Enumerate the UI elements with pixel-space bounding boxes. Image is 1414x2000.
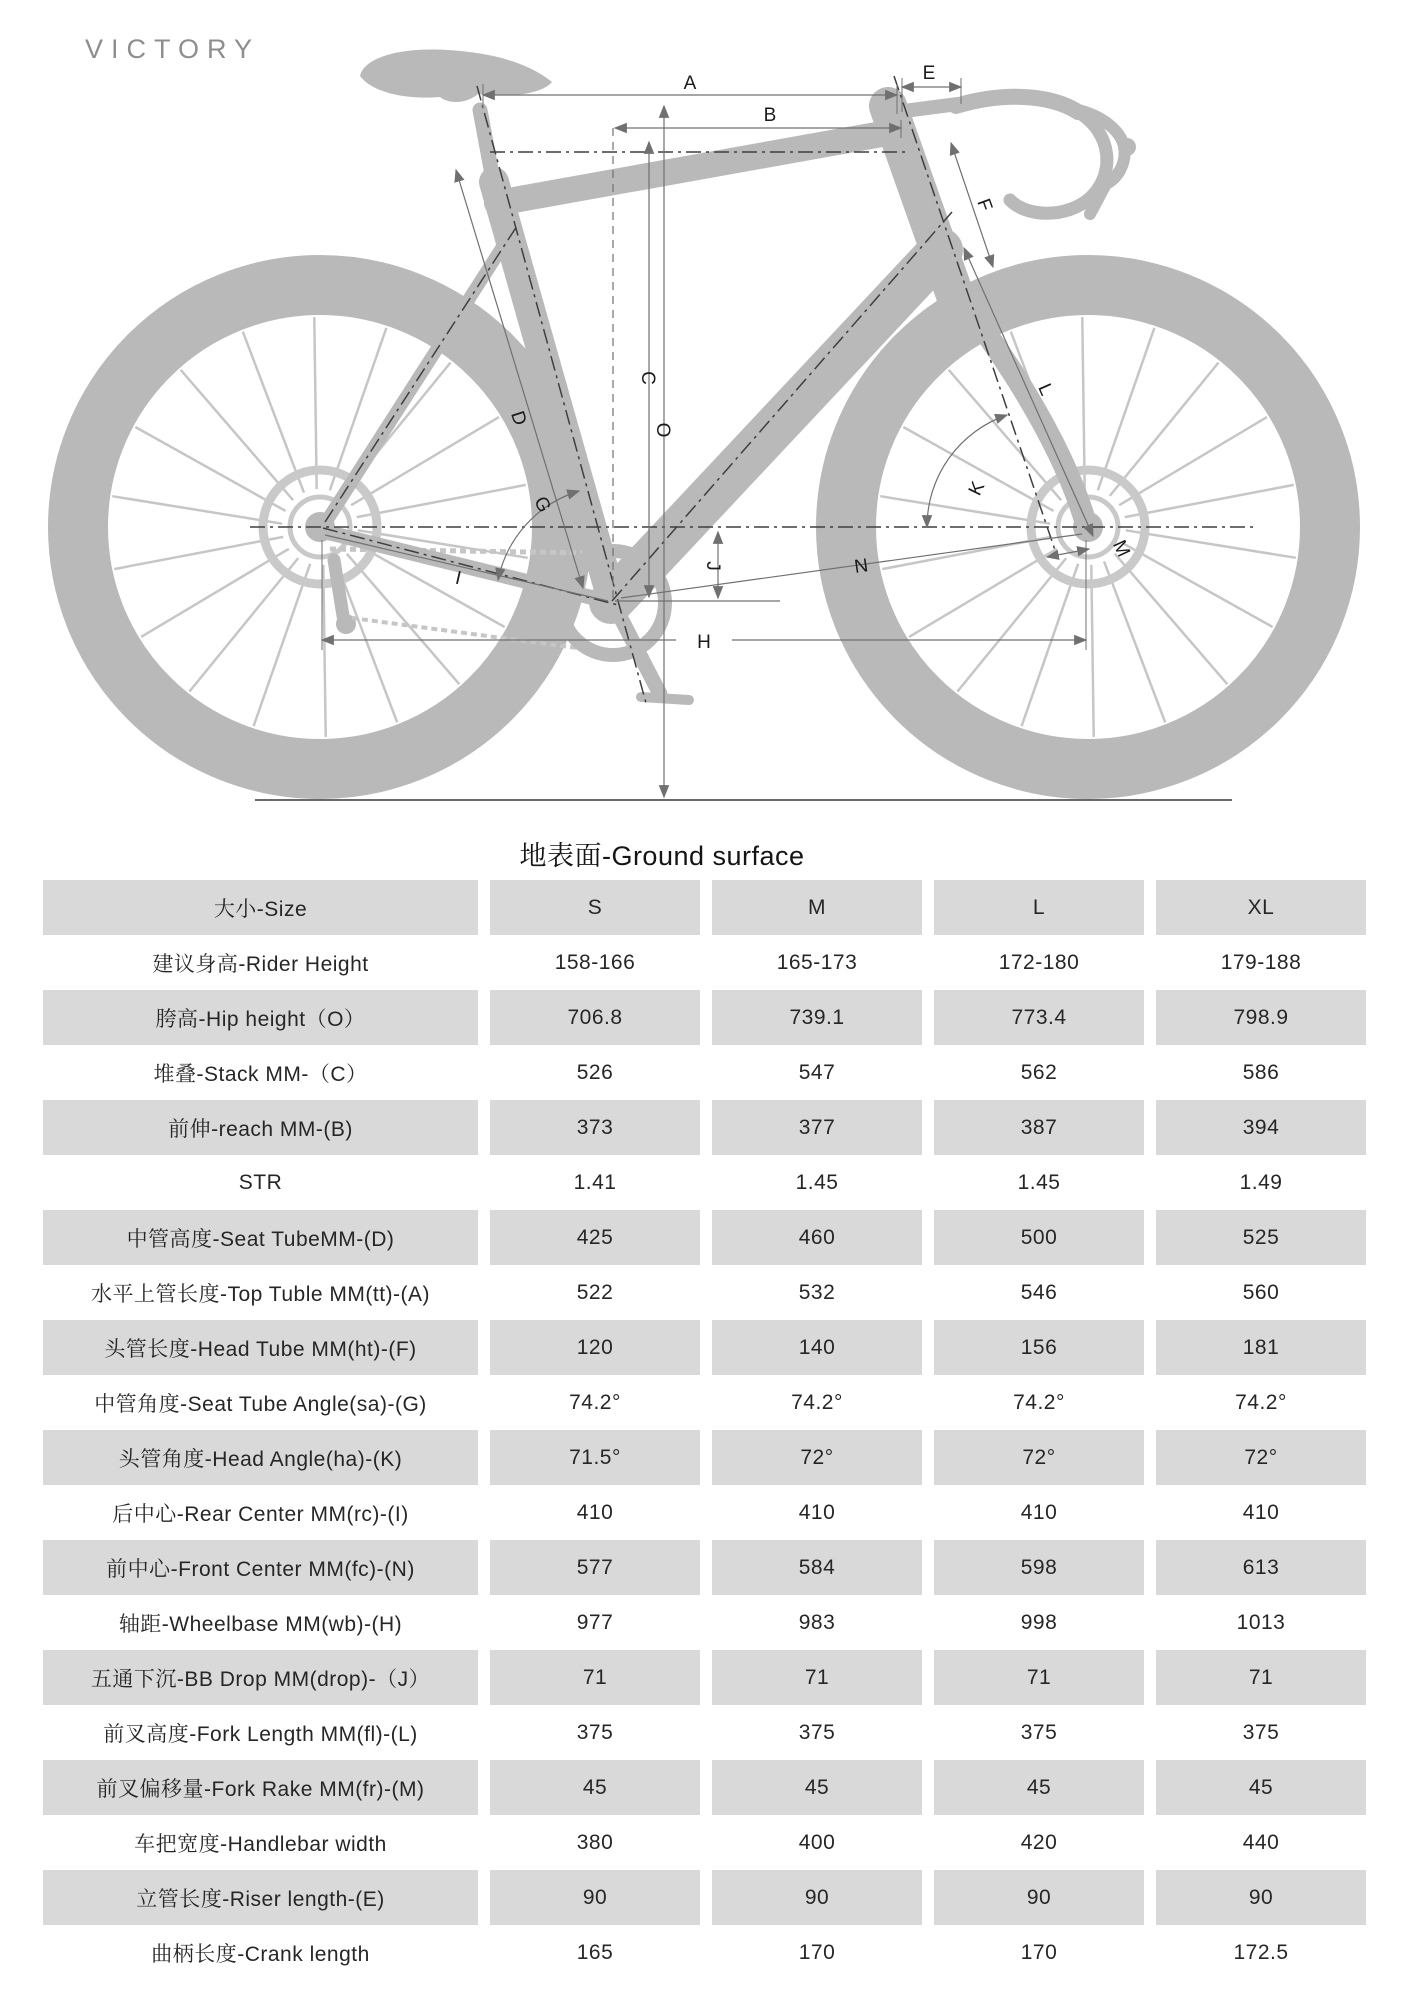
table-row <box>43 1430 1365 1485</box>
table-row <box>43 1375 1365 1430</box>
row-value: 586 <box>1242 1060 1280 1084</box>
row-value: 798.9 <box>1156 990 1366 1045</box>
table-row <box>43 1705 1365 1760</box>
row-label: 头管角度-Head Angle(ha)-(K) <box>43 1430 478 1485</box>
dimension-lines <box>322 78 1093 797</box>
label-N: N <box>852 555 870 578</box>
row-value: L <box>934 880 1144 935</box>
handlebar <box>956 97 1136 214</box>
row-label: STR <box>238 1170 283 1194</box>
label-D: D <box>506 408 531 429</box>
row-value: 74.2° <box>569 1390 621 1414</box>
row-value: 410 <box>1020 1500 1058 1524</box>
row-label: 堆叠-Stack MM-（C） <box>153 1062 368 1086</box>
row-value: 1.49 <box>1239 1170 1283 1194</box>
table-row <box>43 1210 1365 1265</box>
row-value: 375 <box>576 1720 614 1744</box>
row-value: 172.5 <box>1233 1940 1289 1964</box>
row-value: 410 <box>798 1500 836 1524</box>
row-label: 立管长度-Riser length-(E) <box>43 1870 478 1925</box>
row-value: 410 <box>1242 1500 1280 1524</box>
row-value: 165-173 <box>776 950 858 974</box>
row-value: 74.2° <box>1235 1390 1287 1414</box>
row-value: 90 <box>490 1870 700 1925</box>
row-value: 179-188 <box>1220 950 1302 974</box>
row-value: 425 <box>490 1210 700 1265</box>
row-value: M <box>712 880 922 935</box>
row-label: 中管角度-Seat Tube Angle(sa)-(G) <box>94 1392 427 1416</box>
table-row <box>43 1265 1365 1320</box>
row-value: 739.1 <box>712 990 922 1045</box>
row-value: 45 <box>934 1760 1144 1815</box>
table-row <box>43 1650 1365 1705</box>
row-value: 170 <box>1020 1940 1058 1964</box>
row-value: 1013 <box>1236 1610 1286 1634</box>
row-value: 998 <box>1020 1610 1058 1634</box>
row-value: 613 <box>1156 1540 1366 1595</box>
row-value: 977 <box>576 1610 614 1634</box>
saddle <box>360 50 552 103</box>
table-row <box>43 1320 1365 1375</box>
row-value: 158-166 <box>554 950 636 974</box>
row-value: 532 <box>798 1280 836 1304</box>
row-value: 172-180 <box>998 950 1080 974</box>
table-row <box>43 935 1365 990</box>
row-value: 1.45 <box>795 1170 839 1194</box>
table-row <box>43 1100 1365 1155</box>
row-value: 598 <box>934 1540 1144 1595</box>
row-label: 前叉高度-Fork Length MM(fl)-(L) <box>103 1722 418 1746</box>
rear-derailleur <box>334 560 344 622</box>
row-value: 45 <box>1156 1760 1366 1815</box>
row-value: 410 <box>576 1500 614 1524</box>
brand-title: VICTORY <box>85 34 261 64</box>
row-value: 420 <box>1020 1830 1058 1854</box>
row-value: 90 <box>934 1870 1144 1925</box>
row-value: 90 <box>712 1870 922 1925</box>
row-value: S <box>490 880 700 935</box>
row-value: 394 <box>1156 1100 1366 1155</box>
row-value: 584 <box>712 1540 922 1595</box>
label-C: C <box>637 371 658 385</box>
row-label: 前中心-Front Center MM(fc)-(N) <box>43 1540 478 1595</box>
bike-geometry-diagram <box>0 0 1414 870</box>
row-value: 165 <box>576 1940 614 1964</box>
row-value: 156 <box>934 1320 1144 1375</box>
row-value: 377 <box>712 1100 922 1155</box>
table-row <box>43 990 1365 1045</box>
row-value: 525 <box>1156 1210 1366 1265</box>
row-label: 五通下沉-BB Drop MM(drop)-（J） <box>43 1650 478 1705</box>
row-value: XL <box>1156 880 1366 935</box>
row-label: 胯高-Hip height（O） <box>43 990 478 1045</box>
row-value: 375 <box>1020 1720 1058 1744</box>
row-value: 72° <box>712 1430 922 1485</box>
row-value: 71 <box>934 1650 1144 1705</box>
row-value: 526 <box>576 1060 614 1084</box>
table-row <box>43 1485 1365 1540</box>
row-label: 建议身高-Rider Height <box>152 952 369 976</box>
table-row <box>43 1155 1365 1210</box>
row-label: 曲柄长度-Crank length <box>151 1942 370 1966</box>
row-label: 前叉偏移量-Fork Rake MM(fr)-(M) <box>43 1760 478 1815</box>
label-A: A <box>683 73 697 94</box>
row-value: 74.2° <box>791 1390 843 1414</box>
label-E: E <box>922 63 936 84</box>
row-value: 546 <box>1020 1280 1058 1304</box>
row-label: 水平上管长度-Top Tuble MM(tt)-(A) <box>90 1282 431 1306</box>
row-label: 大小-Size <box>43 880 478 935</box>
row-label: 头管长度-Head Tube MM(ht)-(F) <box>43 1320 478 1375</box>
table-row <box>43 1045 1365 1100</box>
row-value: 140 <box>712 1320 922 1375</box>
label-O: O <box>652 422 673 438</box>
row-value: 547 <box>798 1060 836 1084</box>
row-value: 74.2° <box>1013 1390 1065 1414</box>
label-B: B <box>763 105 777 126</box>
row-label: 后中心-Rear Center MM(rc)-(I) <box>112 1502 409 1526</box>
row-label: 轴距-Wheelbase MM(wb)-(H) <box>118 1612 403 1636</box>
row-value: 562 <box>1020 1060 1058 1084</box>
row-value: 400 <box>798 1830 836 1854</box>
label-L: L <box>1033 380 1057 399</box>
row-value: 45 <box>490 1760 700 1815</box>
top-tube <box>497 132 893 203</box>
frame-silhouette <box>326 50 1136 700</box>
table-row <box>43 1870 1365 1925</box>
row-value: 170 <box>798 1940 836 1964</box>
row-value: 706.8 <box>490 990 700 1045</box>
label-F: F <box>972 196 997 215</box>
row-value: 71 <box>490 1650 700 1705</box>
row-value: 440 <box>1242 1830 1280 1854</box>
row-value: 375 <box>798 1720 836 1744</box>
table-row <box>43 1595 1365 1650</box>
row-value: 983 <box>798 1610 836 1634</box>
row-value: 71.5° <box>490 1430 700 1485</box>
row-value: 45 <box>712 1760 922 1815</box>
row-label: 前伸-reach MM-(B) <box>43 1100 478 1155</box>
row-value: 1.41 <box>573 1170 617 1194</box>
row-label: 车把宽度-Handlebar width <box>134 1832 387 1856</box>
row-value: 387 <box>934 1100 1144 1155</box>
row-value: 1.45 <box>1017 1170 1061 1194</box>
row-value: 522 <box>576 1280 614 1304</box>
pedal <box>641 697 689 700</box>
row-value: 773.4 <box>934 990 1144 1045</box>
row-value: 560 <box>1242 1280 1280 1304</box>
row-value: 373 <box>490 1100 700 1155</box>
row-value: 90 <box>1156 1870 1366 1925</box>
label-K: K <box>964 478 990 499</box>
table-row <box>43 1760 1365 1815</box>
row-value: 380 <box>576 1830 614 1854</box>
label-M: M <box>1108 537 1134 561</box>
geometry-table <box>43 880 1365 1980</box>
row-value: 500 <box>934 1210 1144 1265</box>
row-value: 375 <box>1242 1720 1280 1744</box>
table-row <box>43 1815 1365 1870</box>
table-row <box>43 1540 1365 1595</box>
row-value: 460 <box>712 1210 922 1265</box>
label-G: G <box>529 493 555 516</box>
row-value: 72° <box>1156 1430 1366 1485</box>
label-J: J <box>702 561 723 571</box>
row-value: 71 <box>712 1650 922 1705</box>
label-H: H <box>697 632 711 653</box>
row-label: 中管高度-Seat TubeMM-(D) <box>43 1210 478 1265</box>
row-value: 72° <box>934 1430 1144 1485</box>
row-value: 181 <box>1156 1320 1366 1375</box>
ground-surface-caption: 地表面-Ground surface <box>519 841 805 871</box>
row-value: 577 <box>490 1540 700 1595</box>
table-header-row <box>43 880 1365 935</box>
row-value: 120 <box>490 1320 700 1375</box>
table-row <box>43 1925 1365 1980</box>
label-I: I <box>453 567 464 590</box>
row-value: 71 <box>1156 1650 1366 1705</box>
